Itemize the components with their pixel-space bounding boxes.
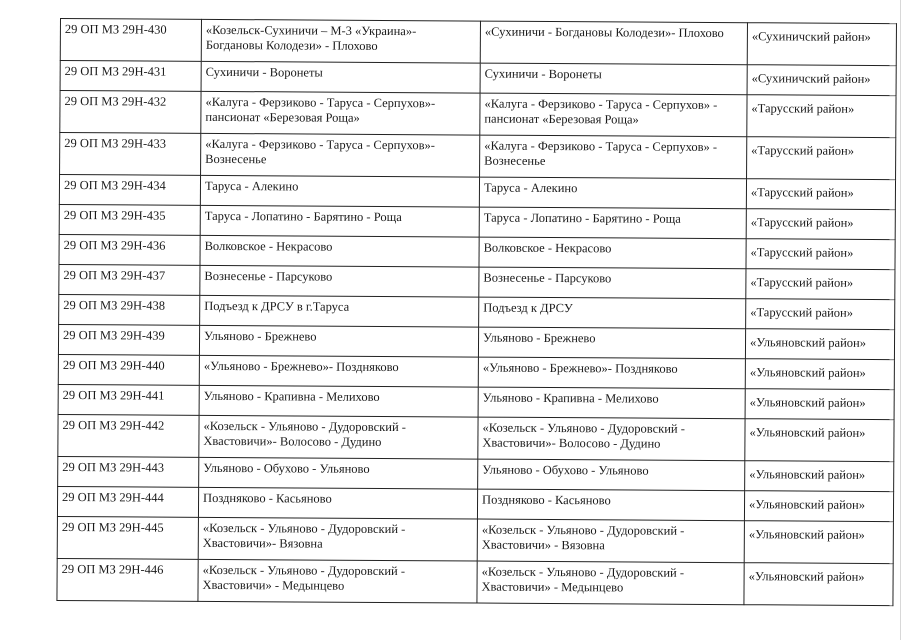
- table-row: [57, 558, 893, 605]
- road-new-name-cell: Ульяново - Обухово - Ульяново: [478, 459, 745, 491]
- table-row: [58, 414, 894, 461]
- road-new-name-cell: «Калуга - Ферзиково - Таруса - Серпухов» - пансионат «Березовая Роща»: [480, 93, 747, 137]
- roads-table-body: [57, 19, 897, 606]
- road-code-cell: 29 ОП МЗ 29Н-436: [59, 234, 200, 265]
- road-code-cell: 29 ОП МЗ 29Н-433: [60, 133, 201, 176]
- road-name-cell: Ульяново - Брежнево: [199, 325, 478, 357]
- road-new-name-cell: «Калуга - Ферзиково - Таруса - Серпухов» - Вознесенье: [480, 135, 747, 179]
- road-code-cell: 29 ОП МЗ 29Н-434: [59, 175, 200, 206]
- road-name-cell: Вознесенье - Парсуково: [200, 265, 479, 297]
- district-cell: «Тарусский район»: [746, 269, 895, 300]
- road-code-cell: 29 ОП МЗ 29Н-437: [59, 264, 200, 295]
- district-cell: «Сухиничский район»: [747, 65, 896, 96]
- district-cell: «Ульяновский район»: [744, 563, 893, 606]
- table-row: [60, 91, 896, 138]
- road-code-cell: 29 ОП МЗ 29Н-432: [60, 91, 201, 134]
- road-new-name-cell: «Ульяново - Брежнево»- Поздняково: [478, 357, 745, 389]
- road-new-name-cell: Таруса - Алекино: [479, 177, 746, 209]
- road-name-cell: Подъезд к ДРСУ в г.Таруса: [200, 295, 479, 327]
- road-new-name-cell: Сухиничи - Воронеты: [480, 63, 747, 95]
- road-name-cell: «Калуга - Ферзиково - Таруса - Серпухов»- Вознесенье: [201, 133, 480, 177]
- road-code-cell: 29 ОП МЗ 29Н-431: [60, 61, 201, 92]
- district-cell: «Сухиничский район»: [747, 23, 896, 66]
- district-cell: «Ульяновский район»: [745, 389, 894, 420]
- road-code-cell: 29 ОП МЗ 29Н-444: [57, 486, 198, 517]
- road-new-name-cell: Поздняково - Касьяново: [477, 489, 744, 521]
- road-name-cell: Поздняково - Касьяново: [198, 487, 477, 519]
- district-cell: «Ульяновский район»: [745, 329, 894, 360]
- road-new-name-cell: «Козельск - Ульяново - Дудоровский - Хвастовичи» - Вязовна: [477, 519, 744, 563]
- road-code-cell: 29 ОП МЗ 29Н-435: [59, 204, 200, 235]
- table-row: [60, 133, 896, 180]
- road-name-cell: Таруса - Алекино: [200, 175, 479, 207]
- road-new-name-cell: Подъезд к ДРСУ: [479, 297, 746, 329]
- district-cell: «Тарусский район»: [746, 239, 895, 270]
- district-cell: «Тарусский район»: [746, 209, 895, 240]
- district-cell: «Ульяновский район»: [745, 359, 894, 390]
- road-new-name-cell: Ульяново - Крапивна - Мелихово: [478, 387, 745, 419]
- road-code-cell: 29 ОП МЗ 29Н-430: [60, 19, 201, 62]
- road-name-cell: Ульяново - Обухово - Ульяново: [199, 457, 478, 489]
- table-row: [60, 19, 896, 66]
- district-cell: «Ульяновский район»: [744, 491, 893, 522]
- road-code-cell: 29 ОП МЗ 29Н-440: [58, 354, 199, 385]
- road-code-cell: 29 ОП МЗ 29Н-441: [58, 384, 199, 415]
- district-cell: «Ульяновский район»: [745, 461, 894, 492]
- road-name-cell: «Козельск-Сухиничи – М-3 «Украина»- Богдановы Колодези» - Плохово: [201, 19, 480, 63]
- district-cell: «Тарусский район»: [746, 179, 895, 210]
- road-code-cell: 29 ОП МЗ 29Н-442: [58, 414, 199, 457]
- road-name-cell: «Ульяново - Брежнево»- Поздняково: [199, 355, 478, 387]
- district-cell: «Ульяновский район»: [744, 521, 893, 564]
- road-new-name-cell: Вознесенье - Парсуково: [479, 267, 746, 299]
- district-cell: «Тарусский район»: [747, 95, 896, 138]
- road-name-cell: «Козельск - Ульяново - Дудоровский - Хвастовичи»- Вязовна: [198, 517, 477, 561]
- road-code-cell: 29 ОП МЗ 29Н-438: [59, 294, 200, 325]
- road-name-cell: «Калуга - Ферзиково - Таруса - Серпухов»- пансионат «Березовая Роща»: [201, 91, 480, 135]
- scan-edge-line: [900, 0, 901, 640]
- road-new-name-cell: «Козельск - Ульяново - Дудоровский - Хвастовичи»- Волосово - Дудино: [478, 417, 745, 461]
- document-page: [60, 18, 888, 598]
- road-new-name-cell: Ульяново - Брежнево: [478, 327, 745, 359]
- road-code-cell: 29 ОП МЗ 29Н-443: [58, 456, 199, 487]
- road-name-cell: Ульяново - Крапивна - Мелихово: [199, 385, 478, 417]
- road-name-cell: Волковское - Некрасово: [200, 235, 479, 267]
- road-name-cell: Сухиничи - Воронеты: [201, 61, 480, 93]
- road-code-cell: 29 ОП МЗ 29Н-439: [58, 324, 199, 355]
- road-new-name-cell: Волковское - Некрасово: [479, 237, 746, 269]
- road-name-cell: Таруса - Лопатино - Барятино - Роща: [200, 205, 479, 237]
- road-new-name-cell: «Козельск - Ульяново - Дудоровский - Хвастовичи» - Медынцево: [477, 561, 744, 605]
- road-name-cell: «Козельск - Ульяново - Дудоровский - Хвастовичи» - Медынцево: [198, 559, 477, 603]
- district-cell: «Ульяновский район»: [745, 419, 894, 462]
- road-code-cell: 29 ОП МЗ 29Н-446: [57, 558, 198, 601]
- road-new-name-cell: Таруса - Лопатино - Барятино - Роща: [479, 207, 746, 239]
- table-row: [57, 516, 893, 563]
- road-name-cell: «Козельск - Ульяново - Дудоровский - Хвастовичи»- Волосово - Дудино: [199, 415, 478, 459]
- roads-table: [56, 18, 897, 606]
- district-cell: «Тарусский район»: [747, 137, 896, 180]
- road-code-cell: 29 ОП МЗ 29Н-445: [57, 516, 198, 559]
- road-new-name-cell: «Сухиничи - Богдановы Колодези»- Плохово: [480, 21, 747, 65]
- district-cell: «Тарусский район»: [746, 299, 895, 330]
